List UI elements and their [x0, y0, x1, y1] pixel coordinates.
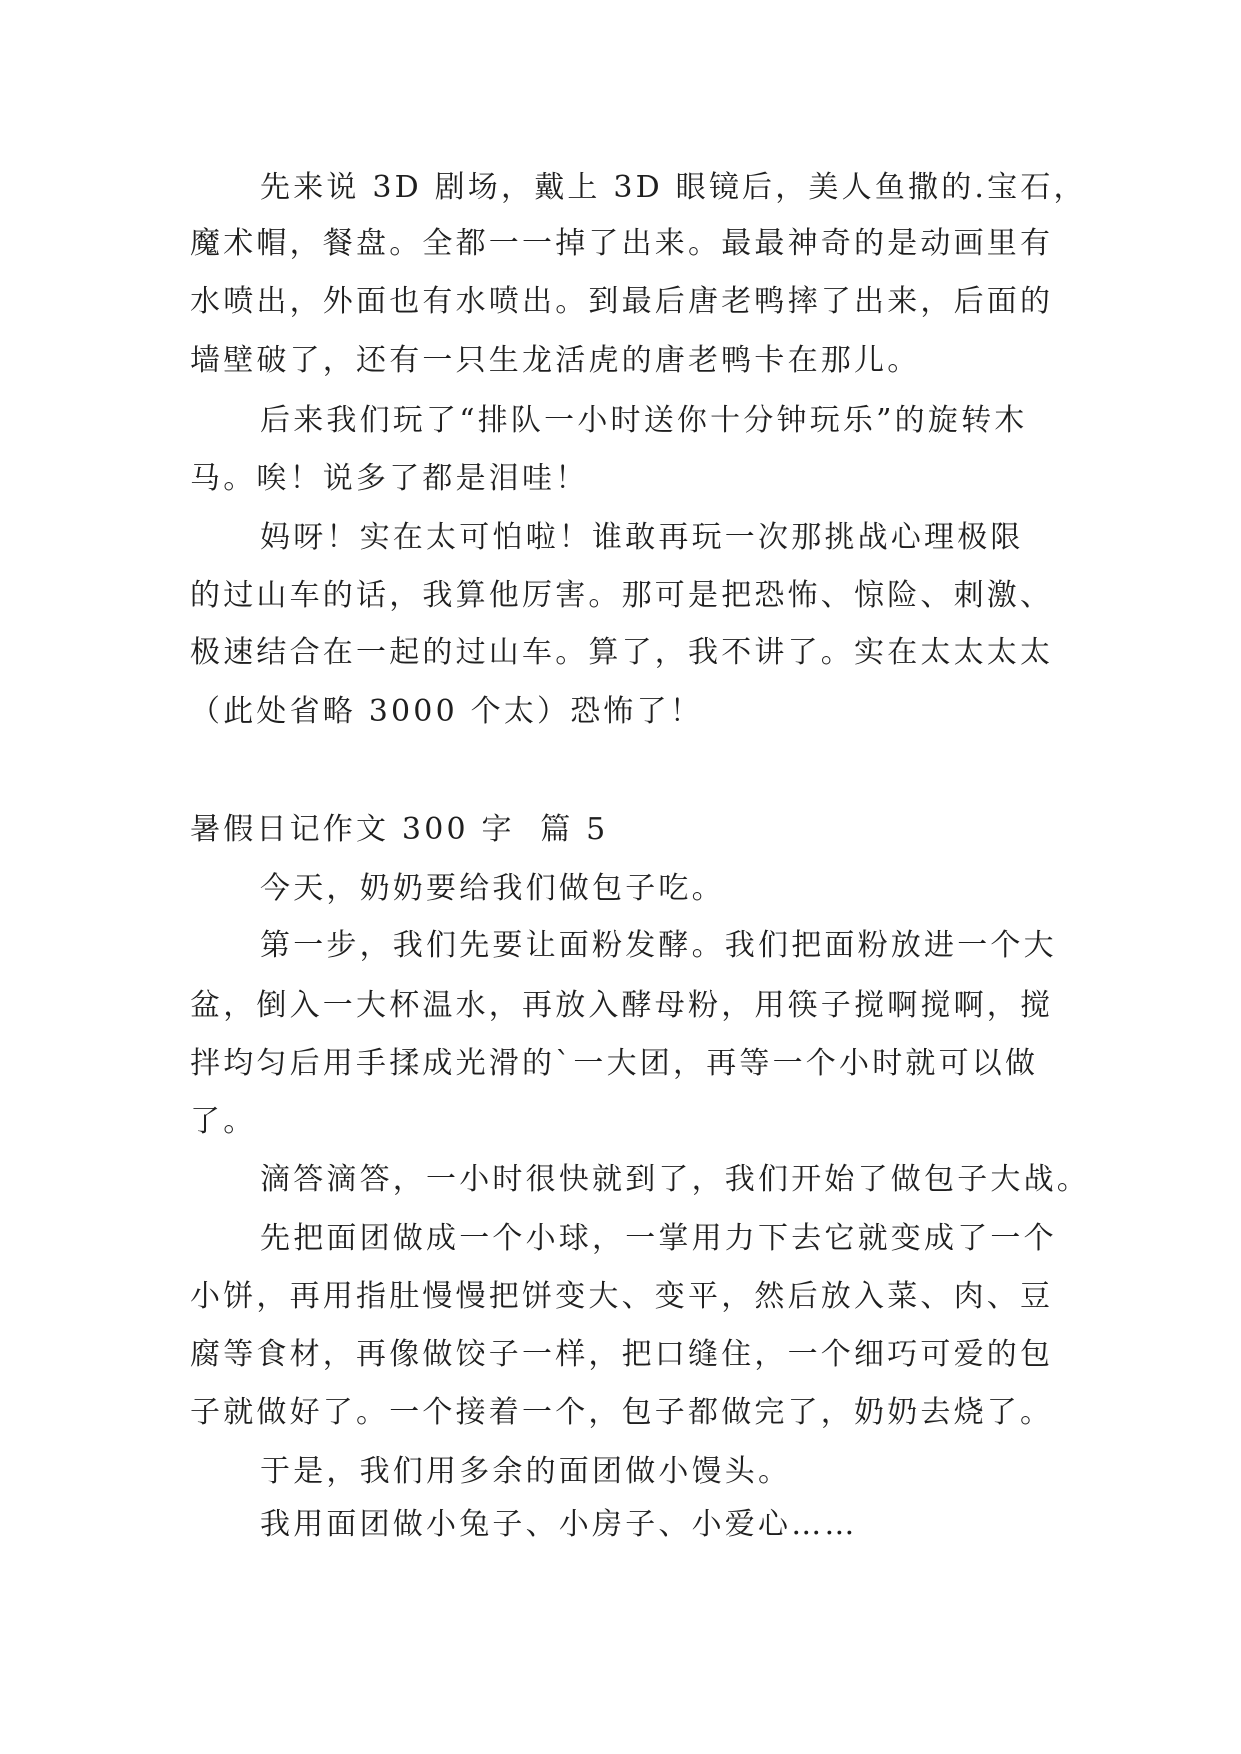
paragraph-line: 腐等食材，再像做饺子一样，把口缝住，一个细巧可爱的包: [190, 1337, 1054, 1372]
paragraph-line: 拌均匀后用手揉成光滑的`一大团，再等一个小时就可以做: [190, 1046, 1039, 1081]
paragraph-line: 小饼，再用指肚慢慢把饼变大、变平，然后放入菜、肉、豆: [190, 1279, 1054, 1314]
paragraph-line: 了。: [190, 1104, 257, 1139]
paragraph-line: 今天，奶奶要给我们做包子吃。: [260, 871, 725, 906]
section-title: 暑假日记作文 300 字 篇 5: [190, 812, 609, 847]
paragraph-line: 先来说 3D 剧场，戴上 3D 眼镜后，美人鱼撒的.宝石，: [260, 170, 1087, 205]
paragraph-line: 后来我们玩了“排队一小时送你十分钟玩乐”的旋转木: [260, 403, 1028, 438]
paragraph-line: 我用面团做小兔子、小房子、小爱心……: [260, 1507, 858, 1542]
paragraph-line: 于是，我们用多余的面团做小馒头。: [260, 1454, 792, 1489]
paragraph-line: 第一步，我们先要让面粉发酵。我们把面粉放进一个大: [260, 928, 1057, 963]
paragraph-line: 墙壁破了，还有一只生龙活虎的唐老鸭卡在那儿。: [190, 343, 921, 378]
paragraph-line: 子就做好了。一个接着一个，包子都做完了，奶奶去烧了。: [190, 1395, 1054, 1430]
paragraph-line: 妈呀！实在太可怕啦！谁敢再玩一次那挑战心理极限: [260, 520, 1024, 555]
paragraph-line: 水喷出，外面也有水喷出。到最后唐老鸭摔了出来，后面的: [190, 284, 1054, 319]
paragraph-line: 极速结合在一起的过山车。算了，我不讲了。实在太太太太: [190, 635, 1054, 670]
paragraph-line: 的过山车的话，我算他厉害。那可是把恐怖、惊险、刺激、: [190, 578, 1054, 613]
paragraph-line: 先把面团做成一个小球，一掌用力下去它就变成了一个: [260, 1221, 1057, 1256]
paragraph-line: 盆，倒入一大杯温水，再放入酵母粉，用筷子搅啊搅啊，搅: [190, 988, 1054, 1023]
paragraph-line: 马。唉！说多了都是泪哇！: [190, 461, 589, 496]
paragraph-line: 滴答滴答，一小时很快就到了，我们开始了做包子大战。: [260, 1162, 1090, 1197]
paragraph-line: （此处省略 3000 个太）恐怖了！: [190, 694, 704, 729]
paragraph-line: 魔术帽，餐盘。全都一一掉了出来。最最神奇的是动画里有: [190, 226, 1054, 261]
